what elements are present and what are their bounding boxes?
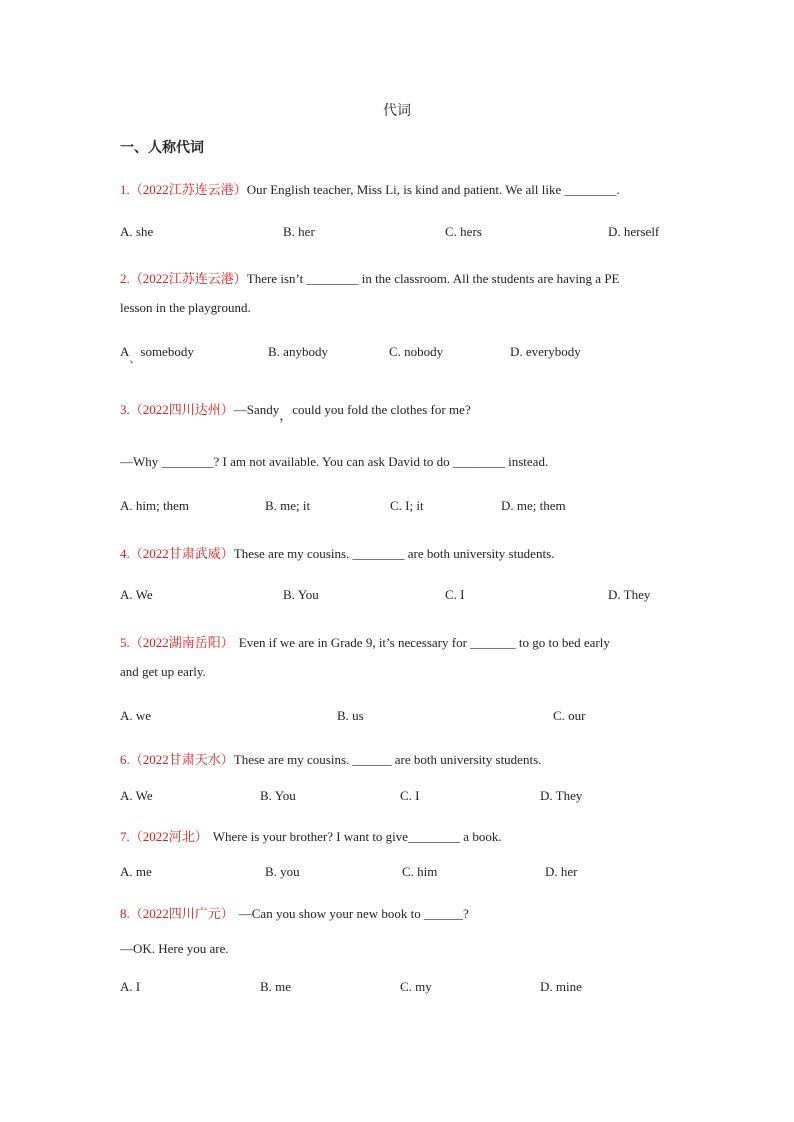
question-text: Even if we are in Grade 9, it’s necessary for _______ to go to bed early (238, 635, 610, 650)
question-source: （2022河北） (129, 829, 208, 844)
option-separator: 、 (129, 353, 141, 365)
question-8-stem (120, 903, 469, 922)
question-text: Our English teacher, Miss Li, is kind and patient. We all like ________. (246, 182, 620, 197)
question-5-stem-line2: and get up early. (120, 664, 206, 679)
question-text: —Can you show your new book to ______? (238, 906, 469, 921)
question-source: （2022甘肃天水） (129, 752, 234, 767)
q7-option-c[interactable]: C. him (402, 864, 438, 879)
question-number: 5. (120, 635, 130, 650)
question-2-stem (120, 268, 620, 287)
question-3-stem (120, 399, 471, 423)
q6-option-d[interactable]: D. They (540, 788, 583, 803)
question-source: （2022甘肃武威） (129, 546, 234, 561)
q4-option-b[interactable]: B. You (283, 587, 319, 602)
question-number: 4. (120, 546, 130, 561)
question-text: There isn’t ________ in the classroom. All the students are having a PE (246, 271, 620, 286)
question-number: 2. (120, 271, 130, 286)
option-letter: A (120, 344, 130, 359)
question-6-stem (120, 749, 541, 768)
q8-option-b[interactable]: B. me (260, 979, 292, 994)
question-source: （2022四川广元） (129, 906, 234, 921)
q1-option-a[interactable]: A. she (120, 224, 154, 239)
question-text: could you fold the clothes for me? (292, 402, 471, 417)
q7-option-a[interactable]: A. me (120, 864, 152, 879)
q4-option-d[interactable]: D. They (608, 587, 651, 602)
q3-option-c[interactable]: C. I; it (390, 498, 424, 513)
q7-option-d[interactable]: D. her (545, 864, 578, 879)
q6-option-c[interactable]: C. I (400, 788, 420, 803)
question-5-stem (120, 632, 610, 651)
question-3-stem-line2: —Why ________? I am not available. You can ask David to do ________ instead. (120, 454, 549, 469)
q1-option-c[interactable]: C. hers (445, 224, 482, 239)
q4-option-c[interactable]: C. I (445, 587, 465, 602)
q8-option-d[interactable]: D. mine (540, 979, 582, 994)
q2-option-b[interactable]: B. anybody (268, 344, 328, 359)
question-text: These are my cousins. ______ are both university students. (233, 752, 542, 767)
q8-option-c[interactable]: C. my (400, 979, 432, 994)
q2-option-c[interactable]: C. nobody (389, 344, 444, 359)
question-number: 6. (120, 752, 130, 767)
q3-option-d[interactable]: D. me; them (501, 498, 566, 513)
q3-option-a[interactable]: A. him; them (120, 498, 189, 513)
q2-option-a[interactable] (120, 344, 194, 365)
q7-option-b[interactable]: B. you (265, 864, 300, 879)
section-heading: 一、人称代词 (120, 140, 204, 156)
question-source: （2022江苏连云港） (129, 271, 247, 286)
question-number: 3. (120, 402, 130, 417)
page-title: 代词 (383, 104, 411, 119)
question-text: These are my cousins. ________ are both university students. (233, 546, 555, 561)
question-text: —Sandy (233, 402, 280, 417)
question-source: （2022四川达州） (129, 402, 234, 417)
q2-option-d[interactable]: D. everybody (510, 344, 581, 359)
question-1-stem (120, 179, 620, 198)
question-text: Where is your brother? I want to give________ a book. (212, 829, 502, 844)
q4-option-a[interactable]: A. We (120, 587, 153, 602)
q5-option-a[interactable]: A. we (120, 708, 152, 723)
question-4-stem (120, 543, 554, 562)
q6-option-b[interactable]: B. You (260, 788, 296, 803)
q1-option-b[interactable]: B. her (283, 224, 315, 239)
question-comma: ， (279, 408, 293, 423)
option-text: somebody (140, 344, 194, 359)
question-2-stem-line2: lesson in the playground. (120, 300, 251, 315)
q1-option-d[interactable]: D. herself (608, 224, 660, 239)
q5-option-c[interactable]: C. our (553, 708, 586, 723)
question-source: （2022湖南岳阳） (129, 635, 234, 650)
question-number: 7. (120, 829, 130, 844)
q3-option-b[interactable]: B. me; it (265, 498, 311, 513)
question-source: （2022江苏连云港） (129, 182, 247, 197)
question-8-stem-line2: —OK. Here you are. (120, 941, 229, 956)
question-7-stem (120, 826, 502, 845)
q8-option-a[interactable]: A. I (120, 979, 141, 994)
question-number: 1. (120, 182, 130, 197)
q6-option-a[interactable]: A. We (120, 788, 153, 803)
q5-option-b[interactable]: B. us (337, 708, 364, 723)
question-number: 8. (120, 906, 130, 921)
